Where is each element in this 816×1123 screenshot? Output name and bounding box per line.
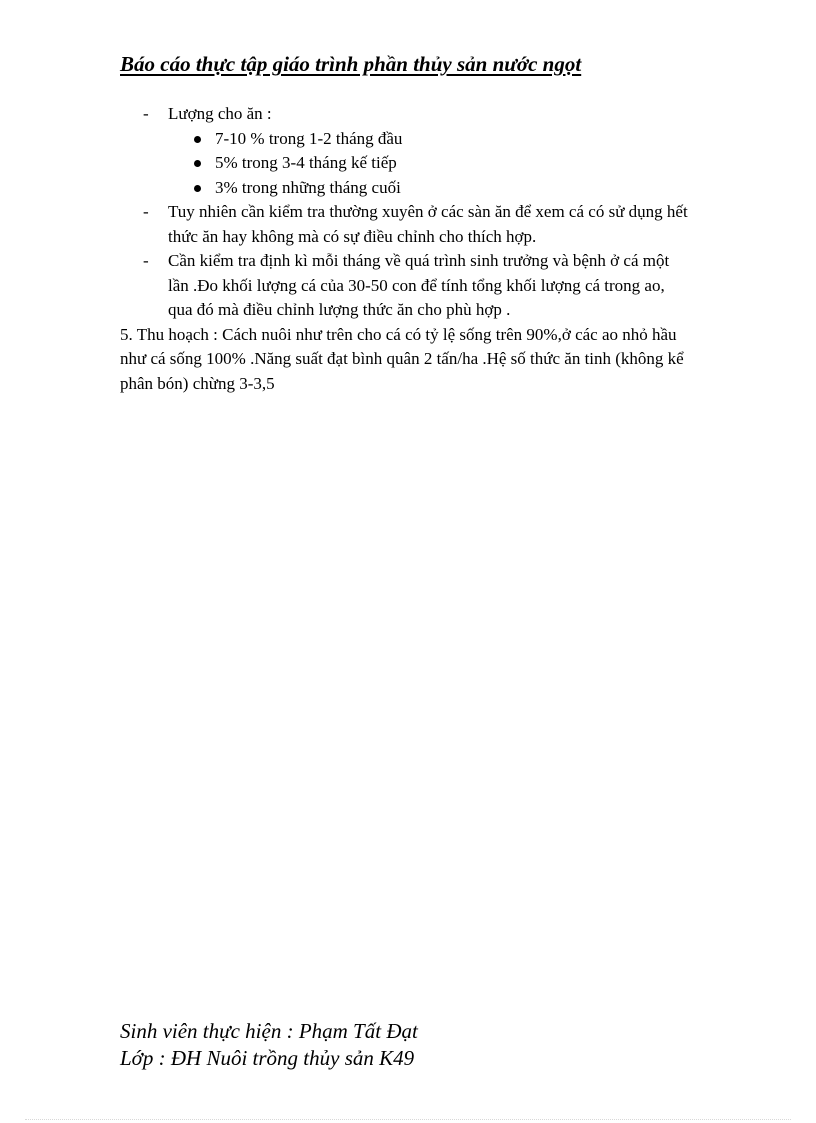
- harvest-text: Thu hoạch : Cách nuôi như trên cho cá có tỷ lệ sống trên 90%,ở các ao nhỏ hầu như cá sống 100% .Năng suất đạt bình quân 2 tấn/ha .Hệ số thức ăn tinh (không kể phân bón) chừng 3-3,5: [120, 324, 684, 393]
- section-harvest: [0, 323, 700, 397]
- student-line: Sinh viên thực hiện : Phạm Tất Đạt: [120, 1019, 418, 1043]
- bullet-icon: [194, 185, 201, 192]
- list-item-feeding-check: [0, 200, 693, 249]
- list-item-growth-check: [0, 249, 693, 323]
- section-number: 5.: [120, 324, 133, 344]
- class-line: Lớp : ĐH Nuôi trồng thủy sản K49: [120, 1046, 415, 1070]
- feeding-rate-text: 5% trong 3-4 tháng kế tiếp: [215, 153, 397, 172]
- document-body: [0, 102, 816, 396]
- feeding-amount-label: Lượng cho ăn :: [168, 104, 272, 123]
- dash-marker: -: [143, 202, 149, 221]
- list-item-feeding-amount: [0, 102, 693, 127]
- feeding-rate-text: 7-10 % trong 1-2 tháng đầu: [215, 128, 403, 148]
- bullet-icon: [194, 136, 201, 143]
- page-bottom-divider: [25, 1119, 791, 1120]
- feeding-rate-list: [0, 127, 816, 201]
- dash-marker: -: [143, 104, 149, 123]
- header-title: Báo cáo thực tập giáo trình phần thủy sản nước ngọt: [120, 52, 582, 76]
- feeding-rate-text: 3% trong những tháng cuối: [215, 177, 401, 197]
- list-item: [0, 151, 816, 176]
- bullet-icon: [194, 160, 201, 167]
- list-item: [0, 127, 816, 152]
- dash-marker: -: [143, 251, 149, 270]
- growth-check-text: Cần kiểm tra định kì mỗi tháng về quá trình sinh trưởng và bệnh ở cá một lần .Đo khối lượng cá của 30-50 con để tính tổng khối lượng cá trong ao, qua đó mà điều chỉnh lượng thức ăn cho phù hợp .: [168, 251, 670, 319]
- list-item: [0, 176, 816, 201]
- feeding-check-text: Tuy nhiên cần kiểm tra thường xuyên ở các sàn ăn để xem cá có sử dụng hết thức ăn hay không mà có sự điều chỉnh cho thích hợp.: [168, 202, 688, 246]
- signature-block: [120, 1018, 418, 1072]
